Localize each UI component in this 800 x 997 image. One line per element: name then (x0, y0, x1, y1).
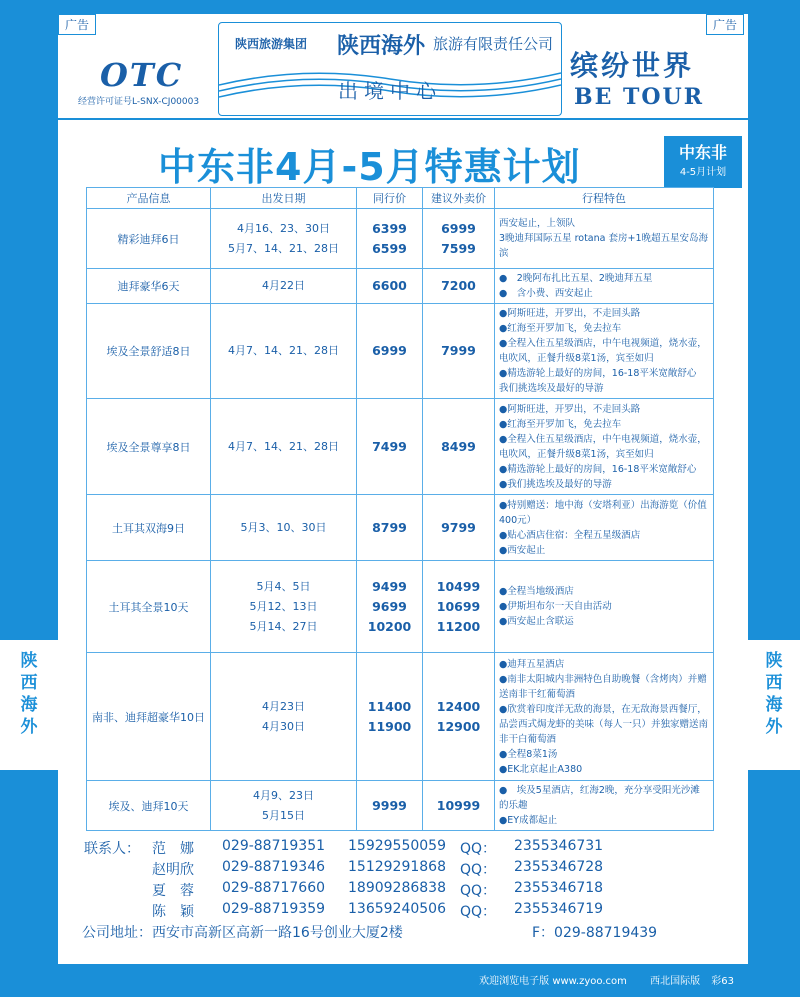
feature-item: ●贴心酒店住宿：全程五星级酒店 (499, 529, 641, 541)
contact-qq-label: QQ： (460, 862, 497, 878)
product-cell (87, 495, 211, 561)
product-cell (87, 209, 211, 269)
feature-item: ●精选游轮上最好的房间，16-18平米宽敞舒心 (499, 463, 697, 475)
dates-value: 4月16、23、30日 (237, 221, 330, 235)
date-cell (211, 561, 357, 653)
date-cell (211, 653, 357, 781)
license-number: 经营许可证号L-SNX-CJ00003 (78, 97, 200, 107)
features-cell (495, 304, 714, 399)
feature-item: ●特别赠送：地中海（安塔利亚）出海游览（价值400元） (499, 499, 707, 526)
retail-value: 7599 (441, 240, 476, 256)
contact-qq-label: QQ： (460, 841, 497, 857)
company-banner (218, 22, 562, 116)
features-cell (495, 495, 714, 561)
feature-item: ●南非太阳城内非洲特色自助晚餐（含烤肉）并赠送南非干红葡萄酒 (499, 673, 707, 700)
retail-value: 11200 (436, 618, 481, 634)
product-cell (87, 653, 211, 781)
feature-item: ●EY成都起止 (499, 815, 558, 826)
date-cell (211, 781, 357, 831)
peer-value: 8799 (372, 519, 407, 535)
contact-mobile: 13659240506 (348, 901, 446, 917)
contact-name: 范 娜 (152, 841, 194, 857)
contact-row (84, 880, 684, 901)
dates-value: 5月7、14、21、28日 (228, 241, 339, 255)
feature-item: 西安起止，上领队 (499, 218, 576, 229)
dates-value: 5月15日 (262, 808, 305, 822)
contact-qq: 2355346728 (514, 859, 604, 875)
contact-qq: 2355346731 (514, 838, 604, 854)
retail-value: 7999 (441, 343, 476, 358)
peer-value: 9999 (372, 797, 407, 813)
date-cell (211, 495, 357, 561)
feature-item: ●全程入住五星级酒店，中午电视频道，烧水壶，电吹风，正餐升级8菜1汤，宾至如归 (499, 338, 707, 364)
peer-value: 6399 (372, 220, 407, 236)
side-label-left: 陕西海外 (20, 651, 38, 737)
contact-row (84, 859, 684, 880)
header-retail-price: 建议外卖价 (423, 188, 495, 209)
peer-value: 11900 (367, 718, 412, 734)
feature-item: 3晚迪拜国际五星 rotana 套房+1晚超五星安岛海滨 (499, 233, 708, 259)
contact-mobile: 15129291868 (348, 859, 446, 875)
badge-sub: 4-5月计划 (679, 167, 727, 178)
be-tour-brand: BE TOUR (574, 84, 705, 110)
peer-value: 9699 (372, 598, 407, 614)
contact-name: 陈 颖 (152, 904, 194, 920)
retail-price-cell (423, 653, 495, 781)
dates-value: 4月23日 (262, 699, 305, 713)
table-row (87, 269, 714, 304)
retail-price-cell (423, 781, 495, 831)
peer-value: 7499 (372, 438, 407, 454)
feature-item: ●欣赏着印度洋无敌的海景，在无敌海景西餐厅，品尝西式焗龙虾的美味（每人一只）并独家赠送南非干白葡萄酒 (499, 703, 709, 745)
footer (0, 966, 800, 997)
product-name: 南非、迪拜超豪华10日 (92, 710, 205, 724)
left-border (0, 0, 58, 997)
feature-item: ●全程入住五星级酒店，中午电视频道，烧水壶，电吹风，正餐升级8菜1汤，宾至如归 (499, 433, 707, 460)
feature-item: ● 含小费、西安起止 (499, 288, 593, 299)
feature-item: ●西安起止含联运 (499, 616, 574, 627)
retail-value: 12400 (436, 698, 481, 714)
product-cell (87, 561, 211, 653)
table-row (87, 653, 714, 781)
product-cell (87, 399, 211, 495)
product-name: 埃及、迪拜10天 (108, 799, 189, 813)
feature-item: ●全程当地级酒店 (499, 586, 574, 597)
right-notch (748, 640, 800, 770)
footer-edition: 西北国际版 (650, 976, 701, 987)
feature-item: ●红海至开罗加飞，免去拉车 (499, 323, 622, 334)
feature-item: ●西安起止 (499, 544, 546, 556)
retail-value: 7200 (441, 278, 476, 293)
page-frame (58, 14, 748, 964)
feature-item: ● 2晚阿布扎比五星、2晚迪拜五星 (499, 273, 653, 284)
contact-name: 夏 蓉 (152, 883, 194, 899)
peer-price-cell (357, 561, 423, 653)
contact-qq: 2355346718 (514, 880, 604, 896)
retail-price-cell (423, 399, 495, 495)
date-cell (211, 209, 357, 269)
feature-item: ●我们挑选埃及最好的导游 (499, 478, 612, 490)
contact-name: 赵明欣 (152, 862, 194, 878)
retail-value: 8499 (441, 438, 476, 454)
plan-table (86, 187, 714, 831)
footer-text (479, 972, 734, 987)
retail-value: 12900 (436, 718, 481, 734)
contact-mobile: 15929550059 (348, 838, 446, 854)
region-badge (664, 136, 742, 188)
dates-value: 5月3、10、30日 (240, 520, 327, 534)
table-row (87, 495, 714, 561)
features-cell (495, 269, 714, 304)
table-row (87, 561, 714, 653)
header-peer-price: 同行价 (357, 188, 423, 209)
retail-value: 10699 (436, 598, 481, 614)
center-name: 出境中心 (338, 79, 442, 103)
footer-site: 欢迎浏览电子版 www.zyoo.com (479, 976, 627, 987)
features-cell (495, 399, 714, 495)
product-cell (87, 304, 211, 399)
table-row (87, 209, 714, 269)
feature-item: ●精选游轮上最好的房间，16-18平米宽敞舒心 我们挑选埃及最好的导游 (499, 368, 706, 394)
product-cell (87, 269, 211, 304)
peer-price-cell (357, 781, 423, 831)
date-cell (211, 304, 357, 399)
dates-value: 4月9、23日 (253, 788, 314, 802)
dates-value: 4月7、14、21、28日 (228, 344, 339, 357)
retail-value: 10999 (436, 797, 481, 813)
page-title: 中东非4月-5月特惠计划 (158, 145, 581, 189)
table-row (87, 781, 714, 831)
peer-value: 11400 (367, 698, 412, 714)
feature-item: ●红海至开罗加飞，免去拉车 (499, 418, 622, 430)
brand-name: 陕西海外 (337, 33, 426, 59)
header-features: 行程特色 (495, 188, 714, 209)
contact-row (84, 901, 684, 922)
product-name: 土耳其全景10天 (108, 600, 189, 614)
features-cell (495, 781, 714, 831)
peer-value: 6599 (372, 240, 407, 256)
left-notch (0, 640, 58, 770)
contact-qq-label: QQ： (460, 883, 497, 899)
address: 公司地址：西安市高新区高新一路16号创业大厦2楼 (82, 925, 403, 941)
date-cell (211, 399, 357, 495)
product-name: 埃及全景舒适8日 (106, 345, 191, 358)
feature-item: ●阿斯旺进，开罗出，不走回头路 (499, 308, 641, 319)
feature-item: ●全程8菜1汤 (499, 748, 558, 760)
feature-item: ●阿斯旺进，开罗出，不走回头路 (499, 403, 641, 415)
bintour-brand: 缤纷世界 (570, 49, 695, 82)
fax: F：029-88719439 (532, 925, 658, 941)
product-name: 精彩迪拜6日 (117, 232, 180, 246)
retail-price-cell (423, 209, 495, 269)
features-cell (495, 209, 714, 269)
feature-item: ●EK北京起止A380 (499, 763, 583, 775)
product-name: 迪拜豪华6天 (117, 280, 180, 293)
ad-tag-left: 广告 (58, 14, 96, 35)
group-name: 陕西旅游集团 (235, 37, 308, 51)
otc-logo: OTC (100, 56, 184, 94)
right-border (748, 0, 800, 997)
ad-tag-right: 广告 (706, 14, 744, 35)
retail-price-cell (423, 495, 495, 561)
header-product: 产品信息 (87, 188, 211, 209)
dates-value: 5月14、27日 (249, 619, 318, 633)
contact-tel: 029-88719351 (222, 838, 326, 854)
peer-price-cell (357, 399, 423, 495)
retail-value: 6999 (441, 220, 476, 236)
contact-qq: 2355346719 (514, 901, 604, 917)
date-cell (211, 269, 357, 304)
contact-section (84, 838, 684, 943)
contact-mobile: 18909286838 (348, 880, 446, 896)
company-name: 旅游有限责任公司 (433, 35, 554, 53)
badge-main: 中东非 (678, 143, 727, 162)
product-name: 土耳其双海9日 (112, 521, 185, 535)
retail-price-cell (423, 269, 495, 304)
retail-price-cell (423, 561, 495, 653)
header (58, 14, 748, 120)
contact-row (84, 838, 684, 859)
contact-qq-label: QQ： (460, 904, 497, 920)
features-cell (495, 561, 714, 653)
peer-value: 6600 (372, 278, 407, 293)
table-row (87, 304, 714, 399)
features-cell (495, 653, 714, 781)
dates-value: 4月30日 (262, 719, 305, 733)
product-cell (87, 781, 211, 831)
peer-price-cell (357, 495, 423, 561)
peer-value: 10200 (367, 618, 412, 634)
dates-value: 4月22日 (262, 279, 305, 292)
feature-item: ●迪拜五星酒店 (499, 658, 565, 670)
peer-price-cell (357, 653, 423, 781)
peer-value: 9499 (372, 578, 407, 594)
address-row (84, 922, 684, 943)
contact-label: 联系人： (84, 841, 140, 857)
peer-price-cell (357, 304, 423, 399)
side-label-right: 陕西海外 (765, 651, 783, 737)
footer-page: 彩63 (711, 976, 734, 987)
dates-value: 5月4、5日 (256, 579, 311, 593)
contact-tel: 029-88719359 (222, 901, 326, 917)
retail-value: 10499 (436, 578, 481, 594)
retail-value: 9799 (441, 519, 476, 535)
retail-price-cell (423, 304, 495, 399)
header-date: 出发日期 (211, 188, 357, 209)
feature-item: ●伊斯坦布尔一天自由活动 (499, 601, 612, 612)
feature-item: ● 埃及5星酒店，红海2晚，充分享受阳光沙滩的乐趣 (499, 785, 700, 811)
contact-tel: 029-88719346 (222, 859, 326, 875)
table-row (87, 399, 714, 495)
contact-tel: 029-88717660 (222, 880, 326, 896)
peer-price-cell (357, 269, 423, 304)
peer-price-cell (357, 209, 423, 269)
product-name: 埃及全景尊享8日 (106, 440, 191, 454)
dates-value: 5月12、13日 (249, 599, 318, 613)
peer-value: 6999 (372, 343, 407, 358)
dates-value: 4月7、14、21、28日 (228, 439, 339, 453)
